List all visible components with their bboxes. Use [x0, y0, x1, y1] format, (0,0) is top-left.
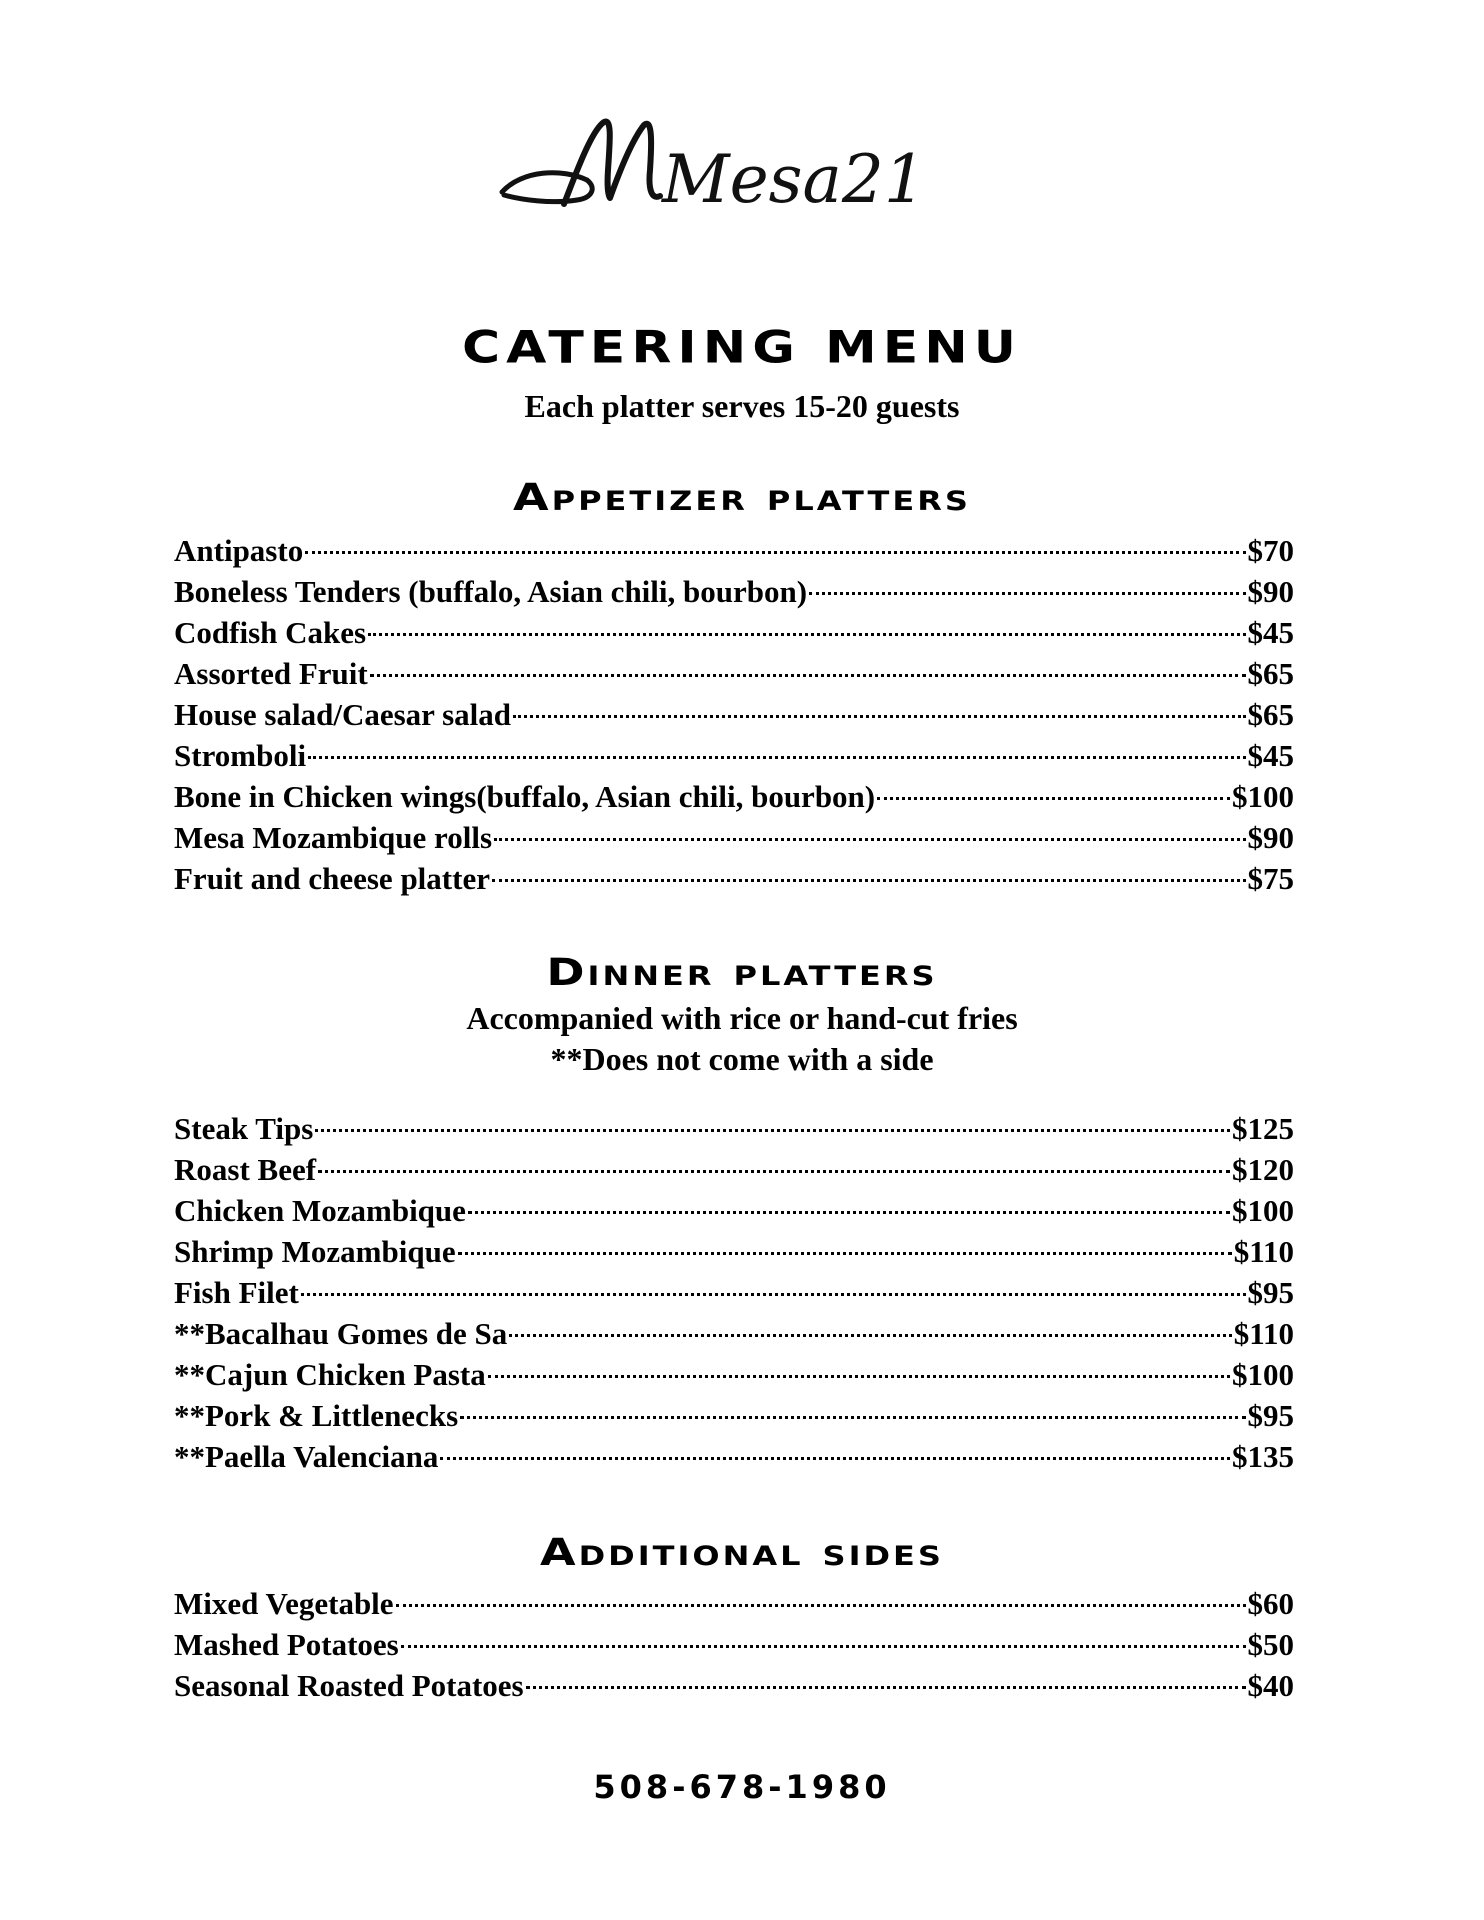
list-item: Fruit and cheese platter $75 [174, 861, 1294, 896]
dinner-note-sides: Accompanied with rice or hand-cut fries [466, 1000, 1018, 1036]
list-item: Shrimp Mozambique $110 [174, 1234, 1294, 1269]
list-item: Fish Filet $95 [174, 1275, 1294, 1310]
list-item: Boneless Tenders (buffalo, Asian chili, bourbon) $90 [174, 574, 1294, 609]
list-item: Roast Beef $120 [174, 1152, 1294, 1187]
list-item: Steak Tips $125 [174, 1111, 1294, 1146]
dinner-note-no-side: **Does not come with a side [550, 1041, 934, 1077]
dinner-list [174, 1108, 1294, 1477]
list-item: Mesa Mozambique rolls $90 [174, 820, 1294, 855]
page-title: CATERING MENU [461, 322, 1023, 374]
list-item: Chicken Mozambique $100 [174, 1193, 1294, 1228]
list-item: Seasonal Roasted Potatoes $40 [174, 1668, 1294, 1703]
appetizer-list [174, 530, 1294, 899]
sides-heading: Additional sides [540, 1529, 944, 1575]
subtitle: Each platter serves 15-20 guests [524, 388, 960, 424]
list-item: **Bacalhau Gomes de Sa $110 [174, 1316, 1294, 1351]
list-item: Mashed Potatoes $50 [174, 1627, 1294, 1662]
list-item: Assorted Fruit $65 [174, 656, 1294, 691]
appetizer-heading: Appetizer platters [513, 474, 971, 520]
list-item: Bone in Chicken wings(buffalo, Asian chili, bourbon) $100 [174, 779, 1294, 814]
phone-number: 508-678-1980 [593, 1768, 891, 1806]
list-item: Antipasto $70 [174, 533, 1294, 568]
sides-list [174, 1583, 1294, 1706]
logo-text: Mesa21 [662, 141, 926, 218]
list-item: Stromboli $45 [174, 738, 1294, 773]
dinner-heading: Dinner platters [546, 949, 938, 995]
list-item: Mixed Vegetable $60 [174, 1586, 1294, 1621]
mesa21-logo [0, 100, 1484, 250]
list-item: House salad/Caesar salad $65 [174, 697, 1294, 732]
list-item: Codfish Cakes $45 [174, 615, 1294, 650]
list-item: **Paella Valenciana $135 [174, 1439, 1294, 1474]
list-item: **Cajun Chicken Pasta $100 [174, 1357, 1294, 1392]
list-item: **Pork & Littlenecks $95 [174, 1398, 1294, 1433]
